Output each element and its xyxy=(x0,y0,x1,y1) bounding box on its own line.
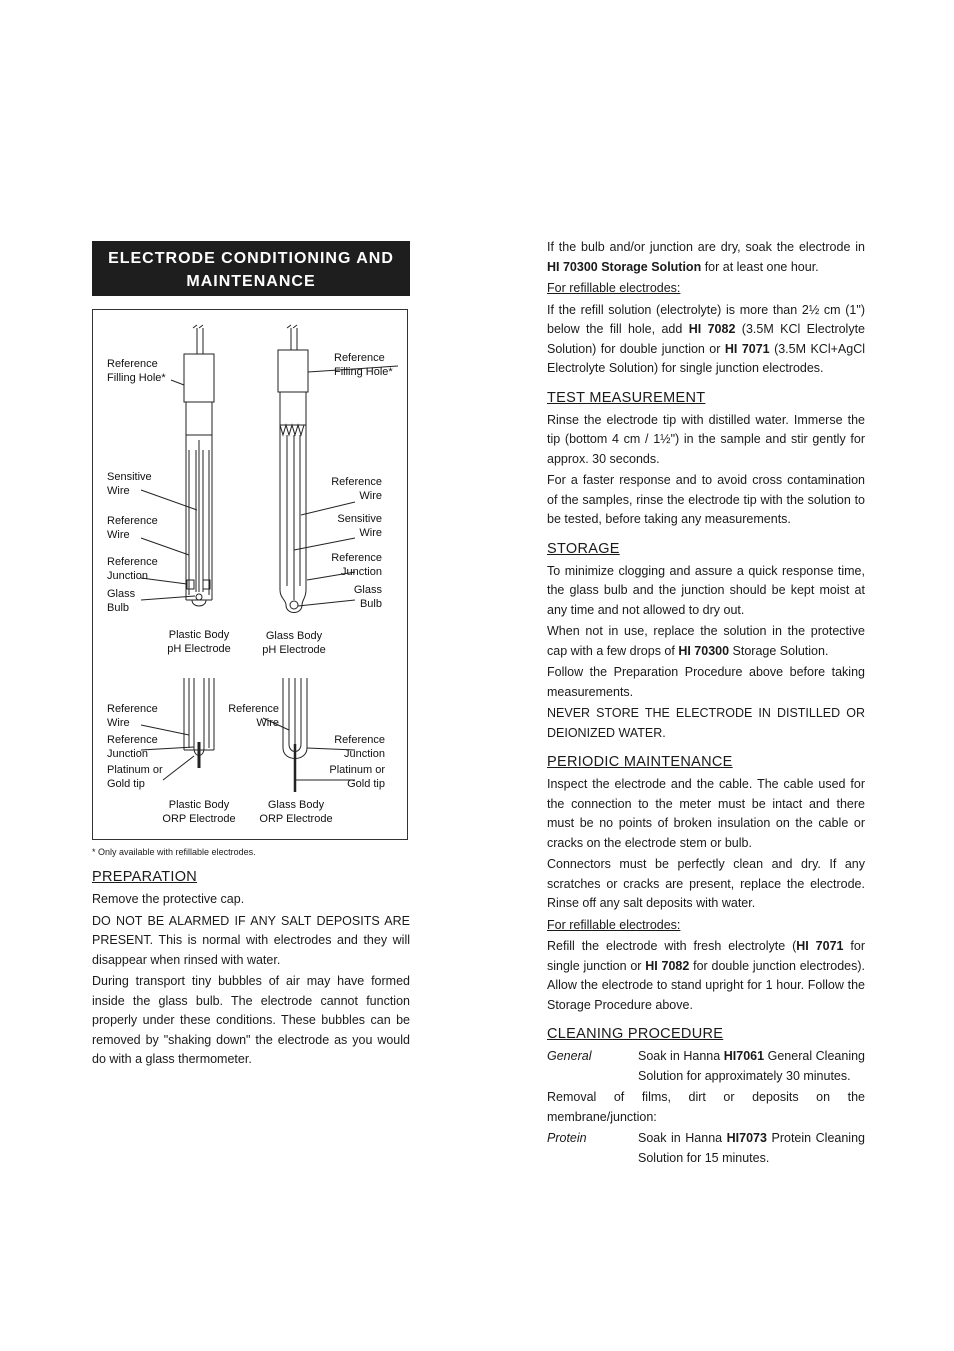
periodic-maintenance-heading: PERIODIC MAINTENANCE xyxy=(547,754,733,770)
storage-p2: When not in use, replace the solution in the protective cap with a few drops of HI 70300 Storage Solution. xyxy=(547,624,865,658)
label-plastic-orp-2: ORP Electrode xyxy=(162,813,236,825)
right-column xyxy=(547,238,865,1170)
refillable-subheading-2: For refillable electrodes: xyxy=(547,917,681,932)
left-column xyxy=(92,241,410,1072)
label-orp-tip-left-2: Gold tip xyxy=(107,778,145,790)
test-measurement-heading: TEST MEASUREMENT xyxy=(547,389,706,406)
label-refjunc-right-2: Junction xyxy=(341,566,382,578)
label-bulb-left-2: Bulb xyxy=(107,602,130,614)
label-sensitive-right-2: Wire xyxy=(359,527,382,539)
label-plastic-ph-2: pH Electrode xyxy=(167,643,231,655)
periodic-p2: Connectors must be perfectly clean and dry. If any scratches or cracks are present, replace the electrode. Rinse off any salt deposits with water. xyxy=(547,857,865,910)
label-ref-fill-left-2: Filling Hole* xyxy=(107,372,166,384)
label-plastic-orp-1: Plastic Body xyxy=(168,799,230,811)
test-p2: For a faster response and to avoid cross contamination of the samples, rinse the electrode tip with the solution to be tested, before taking any measurements. xyxy=(547,473,865,526)
label-refjunc-left-2: Junction xyxy=(107,570,148,582)
diagram-footnote: * Only available with refillable electrodes. xyxy=(92,847,256,857)
label-orp-tip-left-1: Platinum or xyxy=(107,764,163,776)
label-plastic-ph-1: Plastic Body xyxy=(168,629,230,641)
label-glass-orp-1: Glass Body xyxy=(267,799,325,811)
label-orp-refwire-left-2: Wire xyxy=(107,717,130,729)
label-orp-tip-right-2: Gold tip xyxy=(347,778,385,790)
storage-p4: NEVER STORE THE ELECTRODE IN DISTILLED OR DEIONIZED WATER. xyxy=(547,706,865,740)
label-orp-refwire-left-1: Reference xyxy=(107,703,158,715)
label-refwire-right-2: Wire xyxy=(359,490,382,502)
label-bulb-right-1: Glass xyxy=(353,584,382,596)
label-ref-fill-right-1: Reference xyxy=(334,352,385,364)
label-ref-fill-right-2: Filling Hole* xyxy=(334,366,393,378)
cleaning-protein-desc: Soak in Hanna HI7073 Protein Cleaning Solution for 15 minutes. xyxy=(638,1131,865,1165)
label-bulb-right-2: Bulb xyxy=(359,598,382,610)
label-orp-refwire-right-1: Reference xyxy=(228,703,279,715)
label-orp-refjunc-right-1: Reference xyxy=(334,734,385,746)
label-sensitive-left-2: Wire xyxy=(107,485,130,497)
refill-paragraph: If the refill solution (electrolyte) is more than 2½ cm (1") below the fill hole, add HI 7082 (3.5M KCl Electrolyte Solution) for double junction or HI 7071 (3.5M KCl+AgCl Electrolyte Solution) for single junction electrodes. xyxy=(547,302,866,375)
label-orp-refwire-right-2: Wire xyxy=(256,717,279,729)
periodic-p3: Refill the electrode with fresh electrolyte (HI 7071 for single junction or HI 7082 for double junction electrodes). Allow the electrode to stand upright for 1 hour. Follow the Storage Procedure above. xyxy=(547,939,866,1012)
diagram-labels xyxy=(107,352,393,825)
label-orp-refjunc-left-1: Reference xyxy=(107,734,158,746)
label-refwire-left-2: Wire xyxy=(107,529,130,541)
cleaning-procedure-heading: CLEANING PROCEDURE xyxy=(547,1026,724,1042)
cleaning-general-term: General xyxy=(547,1049,592,1063)
storage-p1: To minimize clogging and assure a quick response time, the glass bulb and the junction should be kept moist at any time and not allowed to dry out. xyxy=(547,563,865,617)
electrode-diagram xyxy=(92,309,408,840)
label-orp-refjunc-right-2: Junction xyxy=(344,748,385,760)
preparation-p1: Remove the protective cap. xyxy=(92,892,245,906)
label-refwire-left-1: Reference xyxy=(107,515,158,527)
preparation-p2: DO NOT BE ALARMED IF ANY SALT DEPOSITS ARE PRESENT. This is normal with electrodes and they will disappear when rinsed with water. xyxy=(92,913,410,967)
dry-paragraph: If the bulb and/or junction are dry, soak the electrode in HI 70300 Storage Solution for at least one hour. xyxy=(547,240,865,274)
label-glass-ph-1: Glass Body xyxy=(265,630,323,642)
storage-heading: STORAGE xyxy=(547,540,620,557)
label-refwire-right-1: Reference xyxy=(331,476,382,488)
plastic-orp-electrode xyxy=(184,678,214,768)
label-refjunc-right-1: Reference xyxy=(331,552,382,564)
preparation-p3: During transport tiny bubbles of air may have formed inside the glass bulb. The electrode cannot function properly under these conditions. These bubbles can be removed by "shaking down" the electrode as you would do with a glass thermometer. xyxy=(92,974,410,1066)
glass-orp-electrode xyxy=(283,678,307,792)
glass-ph-electrode xyxy=(278,325,308,613)
cleaning-removal: Removal of films, dirt or deposits on the membrane/junction: xyxy=(547,1090,865,1124)
label-glass-orp-2: ORP Electrode xyxy=(259,813,333,825)
plastic-ph-electrode xyxy=(184,325,214,606)
label-bulb-left-1: Glass xyxy=(107,588,136,600)
preparation-heading: PREPARATION xyxy=(92,869,198,885)
cleaning-general-row xyxy=(547,1047,865,1086)
label-ref-fill-left-1: Reference xyxy=(107,358,158,370)
cleaning-protein-term: Protein xyxy=(547,1131,587,1145)
storage-p3: Follow the Preparation Procedure above before taking measurements. xyxy=(547,665,865,699)
label-orp-refjunc-left-2: Junction xyxy=(107,748,148,760)
cleaning-general-desc: Soak in Hanna HI7061 General Cleaning Solution for approximately 30 minutes. xyxy=(638,1049,865,1083)
test-p1: Rinse the electrode tip with distilled water. Immerse the tip (bottom 4 cm / 1½") in the sample and stir gently for approx. 30 seconds. xyxy=(547,412,865,466)
electrode-diagram-svg xyxy=(93,310,407,839)
label-refjunc-left-1: Reference xyxy=(107,556,158,568)
label-sensitive-left-1: Sensitive xyxy=(107,471,152,483)
section-title-banner: ELECTRODE CONDITIONING AND MAINTENANCE xyxy=(92,241,410,296)
label-glass-ph-2: pH Electrode xyxy=(262,644,326,656)
cleaning-protein-row xyxy=(547,1129,865,1168)
label-sensitive-right-1: Sensitive xyxy=(337,513,382,525)
periodic-p1: Inspect the electrode and the cable. The cable used for the connection to the meter must be intact and there must be no points of broken insulation on the cable or cracks on the electrode stem or bulb. xyxy=(547,777,865,850)
label-orp-tip-right-1: Platinum or xyxy=(329,764,385,776)
refillable-subheading-1: For refillable electrodes: xyxy=(547,281,681,295)
